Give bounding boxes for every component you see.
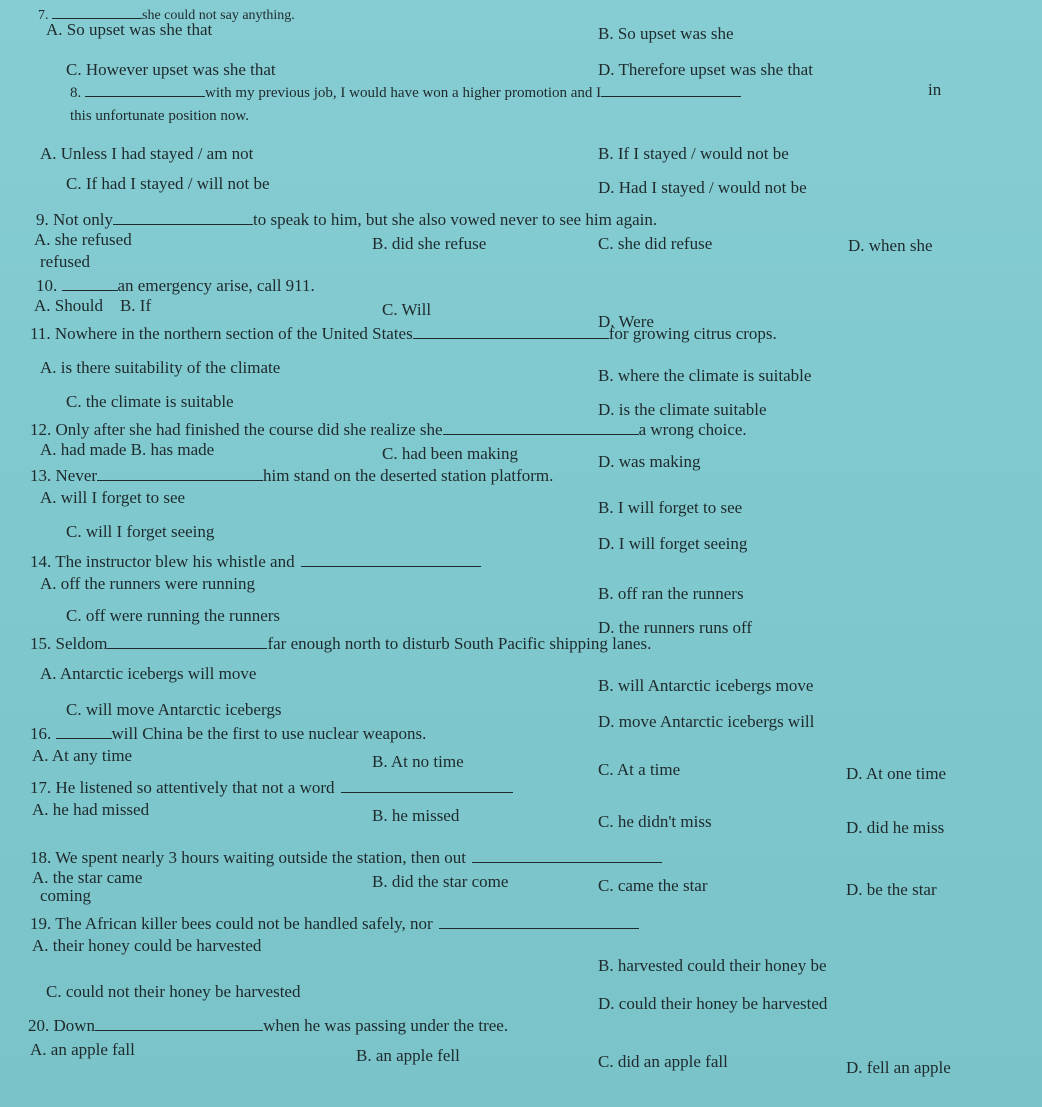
question-number: 10. xyxy=(36,276,58,295)
question-15-stem xyxy=(30,634,651,654)
question-text-cont: him stand on the deserted station platform. xyxy=(263,466,554,485)
question-number: 8. xyxy=(70,85,82,101)
question-text: will China be the first to use nuclear weapons. xyxy=(111,724,427,743)
option-17b[interactable]: B. he missed xyxy=(372,806,460,825)
option-14c[interactable]: C. off were running the runners xyxy=(66,606,281,625)
question-text-cont: far enough north to disturb South Pacific shipping lanes. xyxy=(267,634,652,653)
option-7c[interactable]: C. However upset was she that xyxy=(66,60,276,79)
question-8-stem xyxy=(70,82,741,103)
question-8-stem-cont: this unfortunate position now. xyxy=(70,108,250,124)
option-17a[interactable]: A. he had missed xyxy=(32,800,150,819)
option-11a[interactable]: A. is there suitability of the climate xyxy=(40,358,281,377)
option-20d[interactable]: D. fell an apple xyxy=(846,1058,951,1077)
question-text: 19. The African killer bees could not be handled safely, nor xyxy=(30,914,433,933)
option-9a-cont: refused xyxy=(40,252,91,271)
option-10c[interactable]: C. Will xyxy=(382,300,432,319)
option-10d[interactable]: D. Were xyxy=(598,312,654,331)
option-14d[interactable]: D. the runners runs off xyxy=(598,618,753,637)
question-8-in: in xyxy=(928,80,942,99)
option-18d[interactable]: D. be the star xyxy=(846,880,937,899)
option-18b[interactable]: B. did the star come xyxy=(372,872,509,891)
question-text: 17. He listened so attentively that not a word xyxy=(30,778,335,797)
option-18c[interactable]: C. came the star xyxy=(598,876,708,895)
option-18a-cont: coming xyxy=(40,886,91,905)
option-19b[interactable]: B. harvested could their honey be xyxy=(598,956,827,975)
option-12d[interactable]: D. was making xyxy=(598,452,701,471)
question-text: with my previous job, I would have won a higher promotion and I xyxy=(205,85,602,101)
question-16-stem xyxy=(30,724,426,744)
option-20b[interactable]: B. an apple fell xyxy=(356,1046,460,1065)
question-text-cont: when he was passing under the tree. xyxy=(263,1016,509,1035)
option-17d[interactable]: D. did he miss xyxy=(846,818,945,837)
option-7d[interactable]: D. Therefore upset was she that xyxy=(598,60,813,79)
option-12c[interactable]: C. had been making xyxy=(382,444,518,463)
option-9c[interactable]: C. she did refuse xyxy=(598,234,713,253)
option-13a[interactable]: A. will I forget to see xyxy=(40,488,186,507)
option-11d[interactable]: D. is the climate suitable xyxy=(598,400,767,419)
option-14b[interactable]: B. off ran the runners xyxy=(598,584,744,603)
question-text: to speak to him, but she also vowed never to see him again. xyxy=(252,210,658,229)
option-10a-b[interactable]: A. Should B. If xyxy=(34,296,152,315)
question-number: 7. xyxy=(38,8,49,23)
option-17c[interactable]: C. he didn't miss xyxy=(598,812,712,831)
option-18a[interactable]: A. the star came xyxy=(32,868,143,887)
question-text: 20. Down xyxy=(28,1016,96,1035)
option-13d[interactable]: D. I will forget seeing xyxy=(598,534,748,553)
option-8c[interactable]: C. If had I stayed / will not be xyxy=(66,174,270,193)
option-8d[interactable]: D. Had I stayed / would not be xyxy=(598,178,807,197)
option-9b[interactable]: B. did she refuse xyxy=(372,234,487,253)
question-20-stem xyxy=(28,1016,508,1036)
option-15c[interactable]: C. will move Antarctic icebergs xyxy=(66,700,282,719)
option-11b[interactable]: B. where the climate is suitable xyxy=(598,366,812,385)
option-9a[interactable]: A. she refused xyxy=(34,230,132,249)
question-text-cont: for growing citrus crops. xyxy=(608,324,777,343)
question-text: 11. Nowhere in the northern section of the United States xyxy=(30,324,413,343)
option-16a[interactable]: A. At any time xyxy=(32,746,133,765)
option-8a[interactable]: A. Unless I had stayed / am not xyxy=(40,144,254,163)
question-10-stem xyxy=(36,276,315,296)
question-12-stem xyxy=(30,420,747,440)
option-15b[interactable]: B. will Antarctic icebergs move xyxy=(598,676,814,695)
option-16b[interactable]: B. At no time xyxy=(372,752,464,771)
question-18-stem xyxy=(30,848,662,868)
option-16d[interactable]: D. At one time xyxy=(846,764,947,783)
question-text: she could not say anything. xyxy=(142,8,295,23)
option-19a[interactable]: A. their honey could be harvested xyxy=(32,936,262,955)
question-text-cont: a wrong choice. xyxy=(638,420,747,439)
question-14-stem xyxy=(30,552,481,572)
option-14a[interactable]: A. off the runners were running xyxy=(40,574,255,593)
option-13b[interactable]: B. I will forget to see xyxy=(598,498,743,517)
question-9-stem xyxy=(36,210,657,230)
option-13c[interactable]: C. will I forget seeing xyxy=(66,522,215,541)
question-number: 16. xyxy=(30,724,52,743)
question-13-stem xyxy=(30,466,553,486)
option-7a[interactable]: A. So upset was she that xyxy=(46,20,213,39)
option-15d[interactable]: D. move Antarctic icebergs will xyxy=(598,712,815,731)
option-20a[interactable]: A. an apple fall xyxy=(30,1040,135,1059)
question-text: 18. We spent nearly 3 hours waiting outside the station, then out xyxy=(30,848,466,867)
question-text: 14. The instructor blew his whistle and xyxy=(30,552,295,571)
option-8b[interactable]: B. If I stayed / would not be xyxy=(598,144,789,163)
option-19d[interactable]: D. could their honey be harvested xyxy=(598,994,828,1013)
question-text: 15. Seldom xyxy=(30,634,108,653)
question-number: 9. Not only xyxy=(36,210,113,229)
question-text: 13. Never xyxy=(30,466,98,485)
question-text: an emergency arise, call 911. xyxy=(117,276,315,295)
option-19c[interactable]: C. could not their honey be harvested xyxy=(46,982,301,1001)
question-19-stem xyxy=(30,914,639,934)
option-9d[interactable]: D. when she xyxy=(848,236,933,255)
question-11-stem xyxy=(30,324,777,344)
option-20c[interactable]: C. did an apple fall xyxy=(598,1052,728,1071)
option-11c[interactable]: C. the climate is suitable xyxy=(66,392,234,411)
option-7b[interactable]: B. So upset was she xyxy=(598,24,734,43)
option-16c[interactable]: C. At a time xyxy=(598,760,681,779)
option-15a[interactable]: A. Antarctic icebergs will move xyxy=(40,664,257,683)
question-17-stem xyxy=(30,778,513,798)
option-12a-b[interactable]: A. had made B. has made xyxy=(40,440,215,459)
question-text: 12. Only after she had finished the course did she realize she xyxy=(30,420,443,439)
